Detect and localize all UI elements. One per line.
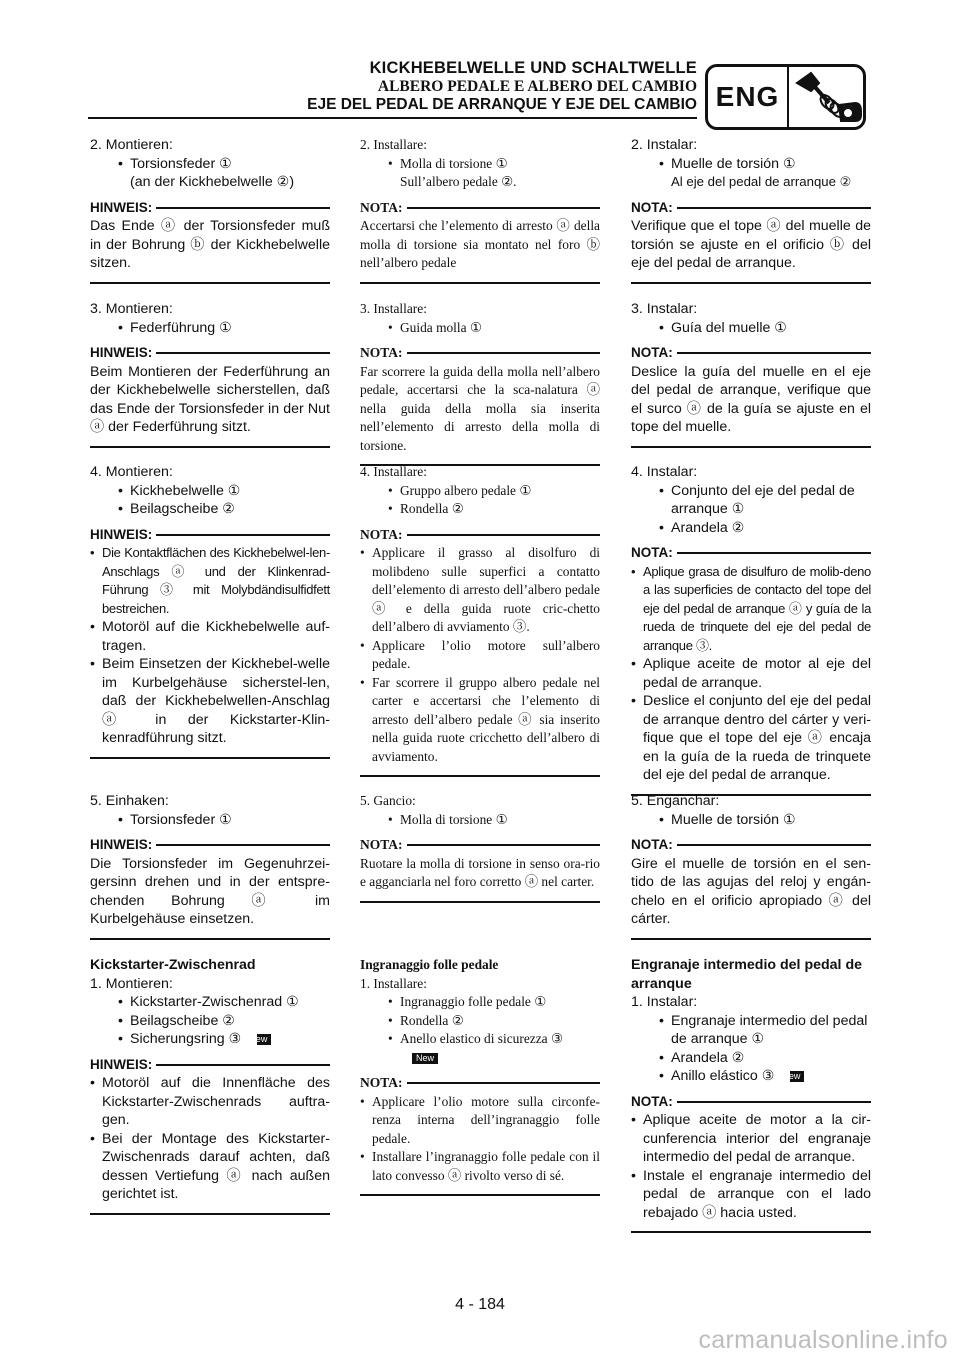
es-note-bullet: • Instale el engranaje intermedio del pedal de arranque con el lado rebajado ⓐ hacia usted.: [631, 1167, 871, 1223]
page-header: [200, 58, 697, 114]
note-label: NOTA:: [631, 1093, 673, 1109]
de-item: • Torsionsfeder ①: [90, 811, 330, 830]
eng-badge: [705, 64, 866, 130]
it-section-idle-gear: [360, 956, 600, 1196]
note-label: HINWEIS:: [90, 199, 153, 215]
it-note-bullet: • Applicare l’olio motore sulla circonfe-renza interna dell’ingranaggio folle pedale.: [360, 1093, 600, 1149]
de-item: • Kickhebelwelle ①: [90, 482, 330, 501]
it-item: • Gruppo albero pedale ①: [360, 482, 600, 501]
it-item: • Molla di torsione ①: [360, 811, 600, 830]
it-item: • Molla di torsione ①: [360, 155, 600, 174]
es-item: • Engranaje intermedio del pedal de arranque ①: [631, 1012, 871, 1049]
es-step-label: 3. Instalar:: [631, 301, 698, 317]
note-header: [90, 836, 330, 855]
de-item: • Kickstarter-Zwischenrad ①: [90, 993, 330, 1012]
note-header: [90, 344, 330, 363]
note-header: [631, 344, 871, 363]
note-header: [360, 344, 600, 363]
es-item: • Muelle de torsión ①: [631, 811, 871, 830]
es-note-text: Gire el muelle de torsión en el sen-tido de las agujas del reloj y engán-chelo en el orificio apropiado ⓐ del cárter.: [631, 855, 871, 927]
es-note-bullet: • Aplique aceite de motor al eje del pedal de arranque.: [631, 655, 871, 692]
es-item: • Arandela ②: [631, 519, 871, 538]
es-section-4: [631, 463, 871, 796]
es-step-label: 1. Instalar:: [631, 994, 698, 1010]
it-item: • Guida molla ①: [360, 319, 600, 338]
note-end-rule: [631, 446, 871, 448]
de-note-bullet: • Motoröl auf die Kickhebelwelle auf-tragen.: [90, 618, 330, 655]
es-step-label: 2. Instalar:: [631, 137, 698, 153]
engine-parts-icon: [789, 67, 863, 127]
de-item-with-new: [90, 1030, 330, 1049]
es-note-text: Deslice la guía del muelle en el eje del pedal de arranque, verifique que el surco ⓐ de la guía se ajuste en el tope del muelle.: [631, 363, 871, 435]
es-item-with-new: [631, 1067, 871, 1086]
es-section-title: Engranaje intermedio del pedal de arranque: [631, 957, 862, 992]
note-label: NOTA:: [631, 199, 673, 215]
it-note-bullet: • Applicare l’olio motore sull’albero pedale.: [360, 637, 600, 674]
es-subnote: Al eje del pedal de arranque ②: [671, 174, 852, 189]
it-step-label: 3. Installare:: [360, 301, 427, 316]
es-step-label: 4. Instalar:: [631, 464, 698, 480]
de-step-label: 3. Montieren:: [90, 301, 173, 317]
note-header: [360, 836, 600, 855]
page-number: 4 - 184: [455, 1296, 505, 1313]
de-section-title: Kickstarter-Zwischenrad: [90, 957, 256, 973]
de-subnote: (an der Kickhebelwelle ②): [130, 174, 295, 190]
note-end-rule: [360, 282, 600, 284]
es-note-text: Verifique que el tope ⓐ del muelle de torsión se ajuste en el orificio ⓑ del eje del pedal de arranque.: [631, 218, 871, 271]
note-label: HINWEIS:: [90, 345, 153, 360]
note-end-rule: [90, 1213, 330, 1215]
de-note-bullet: • Bei der Montage des Kickstarter-Zwischenrads darauf achten, daß dessen Vertiefung ⓐ nach außen gerichtet ist.: [90, 1130, 330, 1204]
de-item: Sicherungsring ③: [130, 1031, 242, 1047]
note-label: NOTA:: [360, 1075, 403, 1090]
de-item: • Torsionsfeder ①: [90, 155, 330, 174]
de-section-kickstarter-idler: [90, 956, 330, 1215]
note-header: [631, 544, 871, 563]
it-note-text: Ruotare la molla di torsione in senso ora-rio e agganciarla nel foro corretto ⓐ nel carter.: [360, 855, 600, 889]
de-step-label: 2. Montieren:: [90, 137, 173, 153]
note-label: HINWEIS:: [90, 526, 153, 542]
es-item: • Conjunto del eje del pedal de arranque ①: [631, 482, 871, 519]
es-note-bullet: • Deslice el conjunto del eje del pedal de arranque dentro del cárter y veri-fique que el tope del eje ⓐ encaja en la guía de la rueda de trinquete del eje del pedal de arranque.: [631, 692, 871, 785]
note-label: NOTA:: [360, 526, 403, 542]
es-item: • Muelle de torsión ①: [631, 155, 871, 174]
it-note-bullet: • Installare l’ingranaggio folle pedale con il lato convesso ⓐ rivolto verso di sé.: [360, 1148, 600, 1185]
note-header: [90, 199, 330, 218]
it-item: • Rondella ②: [360, 1012, 600, 1031]
es-step-label: 5. Enganchar:: [631, 793, 720, 809]
note-header: [631, 199, 871, 218]
note-end-rule: [360, 901, 600, 903]
watermark: carmanualsonline.info: [698, 1326, 948, 1354]
header-title-it: ALBERO PEDALE E ALBERO DEL CAMBIO: [377, 78, 697, 95]
de-item: • Beilagscheibe ②: [90, 1012, 330, 1031]
de-section-4: [90, 463, 330, 759]
note-label: NOTA:: [360, 837, 403, 852]
it-note-bullet: • Applicare il grasso al disolfuro di molibdeno sulle superfici a contatto dell’elemento di arresto dell’albero pedale ⓐ e della guida ruote cric-chetto dell’albero di avviamento ③.: [360, 544, 600, 637]
it-section-title: Ingranaggio folle pedale: [360, 957, 499, 972]
note-label: NOTA:: [631, 837, 673, 852]
eng-badge-label: ENG: [708, 67, 789, 127]
note-label: NOTA:: [360, 345, 403, 360]
new-badge: New: [257, 1034, 271, 1045]
it-note-text: Far scorrere la guida della molla nell’albero pedale, accertarsi che la sca-nalatura ⓐ nella guida della molla sia inserita nell’elemento di arresto della molla di torsione.: [360, 363, 600, 453]
it-item: • Rondella ②: [360, 500, 600, 519]
de-step-label: 1. Montieren:: [90, 975, 173, 992]
note-header: [90, 1056, 330, 1075]
it-section-3: [360, 300, 600, 466]
note-label: NOTA:: [631, 345, 673, 360]
es-item: • Arandela ②: [631, 1049, 871, 1068]
es-section-5: [631, 792, 871, 940]
de-note-text: Das Ende ⓐ der Torsionsfeder muß in der Bohrung ⓑ der Kickhebelwelle sitzen.: [90, 218, 330, 271]
it-section-5: [360, 792, 600, 903]
de-note-text: Beim Montieren der Federführung an der Kickhebelwelle sicherstellen, daß das Ende der Torsionsfeder in der Nut ⓐ der Federführung sitzt.: [90, 363, 330, 435]
note-label: NOTA:: [631, 545, 673, 560]
it-subnote: Sull’albero pedale ②.: [400, 174, 517, 189]
es-note-bullet: • Aplique aceite de motor a la cir-cunferencia interior del engranaje intermedio del pedal de arranque.: [631, 1111, 871, 1167]
note-header: [631, 836, 871, 855]
de-item: • Beilagscheibe ②: [90, 500, 330, 519]
note-end-rule: [90, 282, 330, 284]
note-label: HINWEIS:: [90, 1056, 153, 1072]
it-step-label: 5. Gancio:: [360, 793, 416, 808]
es-item: Anillo elástico ③: [671, 1068, 775, 1084]
es-note-bullet: • Aplique grasa de disulfuro de molib-deno a las superficies de contacto del tope del eje del pedal de arranque ⓐ y guía de la rueda de trinquete del eje del pedal de arranque ③.: [631, 563, 871, 656]
new-badge: New: [790, 1071, 804, 1082]
note-end-rule: [631, 282, 871, 284]
it-section-2: [360, 136, 600, 284]
note-end-rule: [631, 1231, 871, 1233]
es-item: • Guía del muelle ①: [631, 319, 871, 338]
note-label: NOTA:: [360, 199, 403, 215]
note-end-rule: [90, 446, 330, 448]
note-header: [360, 526, 600, 545]
note-header: [90, 526, 330, 545]
it-step-label: 1. Installare:: [360, 975, 427, 991]
es-section-3: [631, 300, 871, 448]
de-note-bullet: • Beim Einsetzen der Kickhebel-welle im Kurbelgehäuse sicherstel-len, daß der Kickhebelwellen-Anschlag ⓐ in der Kickstarter-Klin-kenradführung sitzt.: [90, 655, 330, 748]
it-item: • Ingranaggio folle pedale ①: [360, 993, 600, 1012]
new-badge: New: [412, 1053, 438, 1064]
de-note-bullet: • Motoröl auf die Innenfläche des Kickstarter-Zwischenrads auftra-gen.: [90, 1074, 330, 1130]
note-end-rule: [360, 1194, 600, 1196]
it-note-text: Accertarsi che l’elemento di arresto ⓐ della molla di torsione sia montato nel foro ⓑ nell’albero pedale: [360, 218, 600, 270]
note-header: [631, 1093, 871, 1112]
header-rule: [88, 117, 697, 119]
note-end-rule: [360, 775, 600, 777]
note-end-rule: [90, 757, 330, 759]
note-header: [360, 199, 600, 218]
de-note-bullet: • Die Kontaktflächen des Kickhebelwel-len-Anschlags ⓐ und der Klinkenrad-Führung ③ mit Molybdändisulfidfett bestreichen.: [90, 544, 330, 618]
it-section-4: [360, 463, 600, 777]
header-title-de: KICKHEBELWELLE UND SCHALTWELLE: [369, 59, 697, 77]
note-label: HINWEIS:: [90, 837, 153, 852]
es-section-idle-gear: [631, 956, 871, 1233]
de-section-5: [90, 792, 330, 940]
de-step-label: 5. Einhaken:: [90, 793, 169, 809]
note-end-rule: [90, 938, 330, 940]
note-end-rule: [631, 938, 871, 940]
it-item: • Anello elastico di sicurezza ③: [360, 1030, 600, 1049]
de-item: • Federführung ①: [90, 319, 330, 338]
it-step-label: 2. Installare:: [360, 137, 427, 152]
note-header: [360, 1074, 600, 1093]
de-step-label: 4. Montieren:: [90, 464, 173, 480]
de-section-3: [90, 300, 330, 448]
header-title-es: EJE DEL PEDAL DE ARRANQUE Y EJE DEL CAMBIO: [307, 96, 697, 113]
de-section-2: [90, 136, 330, 284]
es-section-2: [631, 136, 871, 284]
it-note-bullet: • Far scorrere il gruppo albero pedale nel carter e accertarsi che l’elemento di arresto dell’albero pedale ⓐ sia inserito nella guida ruote cricchetto dell’albero di avviamento.: [360, 674, 600, 767]
it-step-label: 4. Installare:: [360, 464, 427, 479]
de-note-text: Die Torsionsfeder im Gegenuhrzei-gersinn drehen und in der entspre-chenden Bohrung ⓐ im Kurbelgehäuse einsetzen.: [90, 855, 330, 927]
